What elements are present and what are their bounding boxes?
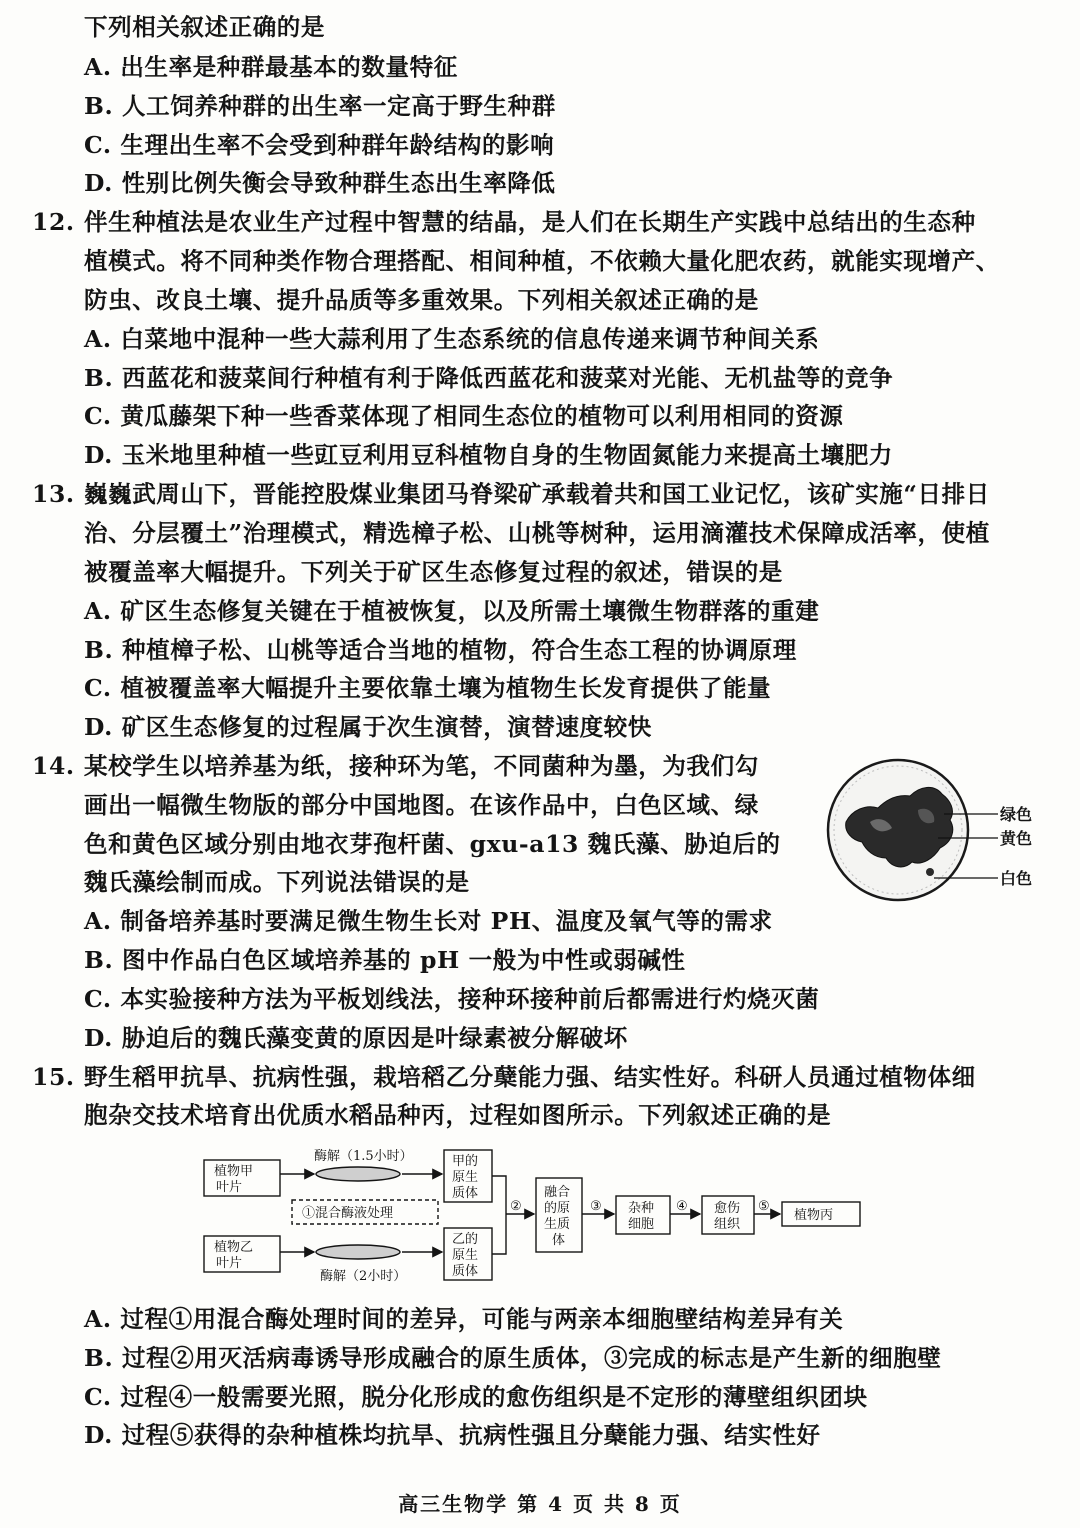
callus-line1: 愈伤 bbox=[714, 1201, 741, 1216]
dish-b-icon bbox=[316, 1245, 400, 1259]
step3-label: ③ bbox=[590, 1199, 602, 1214]
q15-number: 15. bbox=[32, 1063, 75, 1091]
plant-b-line1: 植物乙 bbox=[214, 1240, 254, 1255]
q14-stem-line-3: 色和黄色区域分别由地衣芽孢杆菌、gxu-a13 魏氏藻、胁迫后的 bbox=[84, 830, 781, 858]
proto-a-line2: 原生 bbox=[452, 1170, 479, 1185]
proto-b-line3: 质体 bbox=[452, 1264, 479, 1279]
q14-option-d: D. 胁迫后的魏氏藻变黄的原因是叶绿素被分解破坏 bbox=[84, 1024, 628, 1052]
plant-a-line1: 植物甲 bbox=[214, 1164, 254, 1179]
callus-line2: 组织 bbox=[714, 1217, 741, 1232]
q13-option-a: A. 矿区生态修复关键在于植被恢复，以及所需土壤微生物群落的重建 bbox=[84, 597, 820, 625]
result-label: 植物丙 bbox=[794, 1208, 834, 1223]
page-footer: 高三生物学 第 4 页 共 8 页 bbox=[398, 1492, 682, 1516]
q11-option-b: B. 人工饲养种群的出生率一定高于野生种群 bbox=[84, 92, 556, 120]
fused-line4: 体 bbox=[552, 1233, 566, 1248]
q13-number: 13. bbox=[32, 480, 75, 508]
step1-label: ①混合酶液处理 bbox=[302, 1206, 394, 1221]
q15-option-b: B. 过程②用灭活病毒诱导形成融合的原生质体，③完成的标志是产生新的细胞壁 bbox=[84, 1344, 942, 1372]
q13-option-d: D. 矿区生态修复的过程属于次生演替，演替速度较快 bbox=[84, 713, 652, 741]
protoplast-fusion-diagram bbox=[196, 1144, 876, 1294]
hybrid-line1: 杂种 bbox=[628, 1201, 655, 1216]
q13-option-b: B. 种植樟子松、山桃等适合当地的植物，符合生态工程的协调原理 bbox=[84, 636, 797, 664]
label-yellow: 黄色 bbox=[1000, 829, 1033, 848]
q13-stem-line-3: 被覆盖率大幅提升。下列关于矿区生态修复过程的叙述，错误的是 bbox=[84, 558, 783, 586]
proto-b-line2: 原生 bbox=[452, 1248, 479, 1263]
q13-option-c: C. 植被覆盖率大幅提升主要依靠土壤为植物生长发育提供了能量 bbox=[84, 674, 772, 702]
hybrid-line2: 细胞 bbox=[628, 1217, 655, 1232]
q12-stem-line-3: 防虫、改良土壤、提升品质等多重效果。下列相关叙述正确的是 bbox=[84, 286, 759, 314]
label-white: 白色 bbox=[1000, 869, 1033, 888]
proto-b-line1: 乙的 bbox=[452, 1232, 479, 1247]
q12-option-d: D. 玉米地里种植一些豇豆利用豆科植物自身的生物固氮能力来提高土壤肥力 bbox=[84, 441, 893, 469]
fused-line3: 生质 bbox=[544, 1217, 571, 1232]
q14-option-b: B. 图中作品白色区域培养基的 pH 一般为中性或弱碱性 bbox=[84, 946, 686, 974]
enzyme-a-label: 酶解（1.5小时） bbox=[314, 1149, 413, 1164]
q11-option-c: C. 生理出生率不会受到种群年龄结构的影响 bbox=[84, 131, 555, 159]
q15-option-d: D. 过程⑤获得的杂种植株均抗旱、抗病性强且分蘖能力强、结实性好 bbox=[84, 1421, 821, 1449]
q12-option-b: B. 西蓝花和菠菜间行种植有利于降低西蓝花和菠菜对光能、无机盐等的竞争 bbox=[84, 364, 894, 392]
q14-number: 14. bbox=[32, 752, 75, 780]
q12-stem-line-1: 伴生种植法是农业生产过程中智慧的结晶，是人们在长期生产实践中总结出的生态种 bbox=[84, 208, 976, 236]
plant-b-line2: 叶片 bbox=[216, 1256, 243, 1271]
enzyme-b-label: 酶解（2小时） bbox=[320, 1269, 407, 1284]
q14-stem-line-1: 某校学生以培养基为纸，接种环为笔，不同菌种为墨，为我们勾 bbox=[84, 752, 759, 780]
q15-option-c: C. 过程④一般需要光照，脱分化形成的愈伤组织是不定形的薄壁组织团块 bbox=[84, 1383, 868, 1411]
q12-stem-line-2: 植模式。将不同种类作物合理搭配、相间种植，不依赖大量化肥农药，就能实现增产、 bbox=[84, 247, 1000, 275]
q14-stem-line-2: 画出一幅微生物版的部分中国地图。在该作品中，白色区域、绿 bbox=[84, 791, 759, 819]
q11-option-a: A. 出生率是种群最基本的数量特征 bbox=[84, 53, 458, 81]
q11-stem-tail: 下列相关叙述正确的是 bbox=[84, 13, 325, 41]
proto-a-line3: 质体 bbox=[452, 1186, 479, 1201]
step2-label: ② bbox=[510, 1199, 522, 1214]
q15-stem-line-2: 胞杂交技术培育出优质水稻品种丙，过程如图所示。下列叙述正确的是 bbox=[84, 1101, 832, 1129]
label-green: 绿色 bbox=[1000, 805, 1033, 824]
q13-stem-line-1: 巍巍武周山下，晋能控股煤业集团马脊梁矿承载着共和国工业记忆，该矿实施“日排日 bbox=[84, 480, 990, 508]
q12-option-c: C. 黄瓜藤架下种一些香菜体现了相同生态位的植物可以利用相同的资源 bbox=[84, 402, 844, 430]
plant-a-line2: 叶片 bbox=[216, 1180, 243, 1195]
q15-option-a: A. 过程①用混合酶处理时间的差异，可能与两亲本细胞壁结构差异有关 bbox=[84, 1305, 844, 1333]
proto-a-line1: 甲的 bbox=[452, 1154, 479, 1169]
q13-stem-line-2: 治、分层覆土”治理模式，精选樟子松、山桃等树种，运用滴灌技术保障成活率，使植 bbox=[84, 519, 990, 547]
q15-stem-line-1: 野生稻甲抗旱、抗病性强，栽培稻乙分蘖能力强、结实性好。科研人员通过植物体细 bbox=[84, 1063, 976, 1091]
q14-option-c: C. 本实验接种方法为平板划线法，接种环接种前后都需进行灼烧灭菌 bbox=[84, 985, 820, 1013]
q11-option-d: D. 性别比例失衡会导致种群生态出生率降低 bbox=[84, 169, 556, 197]
petri-dish-map-figure bbox=[826, 750, 1046, 910]
fused-line2: 的原 bbox=[544, 1201, 571, 1216]
step4-label: ④ bbox=[676, 1199, 688, 1214]
fused-line1: 融合 bbox=[544, 1185, 571, 1200]
q14-option-a: A. 制备培养基时要满足微生物生长对 PH、温度及氧气等的需求 bbox=[84, 907, 773, 935]
dish-a-icon bbox=[316, 1167, 400, 1181]
q12-number: 12. bbox=[32, 208, 75, 236]
step5-label: ⑤ bbox=[758, 1199, 770, 1214]
q12-option-a: A. 白菜地中混种一些大蒜利用了生态系统的信息传递来调节种间关系 bbox=[84, 325, 820, 353]
q14-stem-line-4: 魏氏藻绘制而成。下列说法错误的是 bbox=[84, 868, 470, 896]
